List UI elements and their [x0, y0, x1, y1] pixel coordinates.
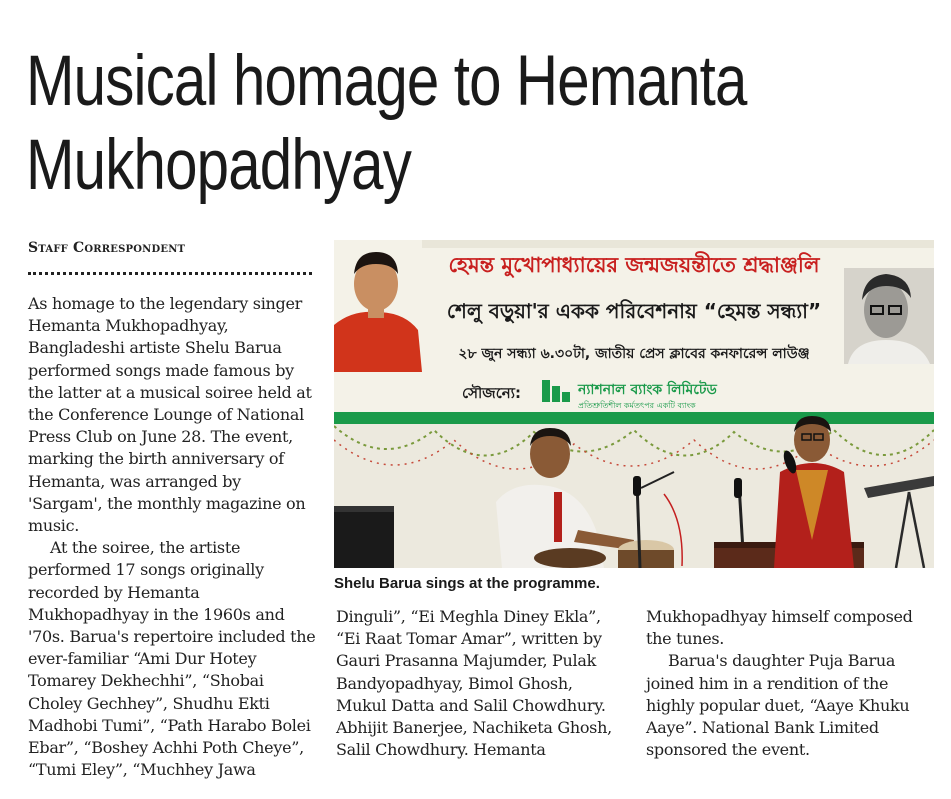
byline: Staff Correspondent — [28, 240, 186, 256]
article-paragraph: At the soiree, the artiste performed 17 songs originally recorded by Hemanta Mukhopadhyay in the 1960s and '70s. Barua's repertoire included the ever-familiar “Ami Dur Hotey Tomarey Dekhechhi”, “Shobai Choley Gechhey”, Shudhu Ekti Madhobi Tumi”, “Path Harabo Bolei Ebar”, “Boshey Achhi Poth Cheye”, “Tumi Eley”, “Muchhey Jawa — [28, 538, 316, 780]
banner-sponsor-name: ন্যাশনাল ব্যাংক লিমিটেড — [578, 382, 717, 398]
portrait-right — [844, 268, 934, 364]
article-paragraph: As homage to the legendary singer Hemanta Mukhopadhyay, Bangladeshi artiste Shelu Barua performed songs made famous by the latter at a musical soiree held at the Conference Lounge of National Press Club on June 28. The event, marking the birth anniversary of Hemanta, was arranged by 'Sargam', the monthly magazine on music. — [28, 294, 312, 536]
photo-caption: Shelu Barua sings at the programme. — [334, 575, 600, 592]
banner-sponsor-prefix: সৌজন্যে: — [462, 384, 522, 402]
banner-green-band — [334, 412, 934, 424]
article-paragraph: Dinguli”, “Ei Meghla Diney Ekla”, “Ei Raat Tomar Amar”, written by Gauri Prasanna Majumder, Pulak Bandyopadhyay, Bimol Ghosh, Mukul Datta and Salil Chowdhury. Abhijit Banerjee, Nachiketa Ghosh, Salil Chowdhury. Hemanta — [336, 607, 612, 760]
byline-dotted-divider — [28, 272, 312, 275]
headline — [26, 40, 764, 208]
banner-line-2: শেলু বড়ুয়া'র একক পরিবেশনায় “হেমন্ত সন্ধ্যা” — [446, 299, 822, 323]
headline-line-1: Musical homage to Hemanta — [26, 42, 747, 121]
event-photo — [334, 240, 934, 568]
banner-line-1: হেমন্ত মুখোপাধ্যায়ের জন্মজয়ন্তীতে শ্রদ্ধাঞ্জলি — [448, 253, 820, 277]
banner-line-3: ২৮ জুন সন্ধ্যা ৬.৩০টা, জাতীয় প্রেস ক্লাবের কনফারেন্স লাউঞ্জ — [458, 346, 810, 362]
portrait-left — [334, 240, 422, 372]
banner-sponsor-tagline: প্রতিশ্রুতিশীল কর্মতৎপর একটি ব্যাংক — [578, 401, 696, 410]
headline-line-2: Mukhopadhyay — [26, 126, 412, 205]
article-paragraph: Barua's daughter Puja Barua joined him in a rendition of the highly popular duet, “Aaye Khuku Aaye”. National Bank Limited sponsored the event. — [646, 651, 910, 760]
article-column-2 — [336, 606, 626, 761]
article-column-1 — [28, 293, 318, 781]
article-paragraph: Mukhopadhyay himself composed the tunes. — [646, 607, 913, 649]
article-column-3 — [646, 606, 936, 761]
